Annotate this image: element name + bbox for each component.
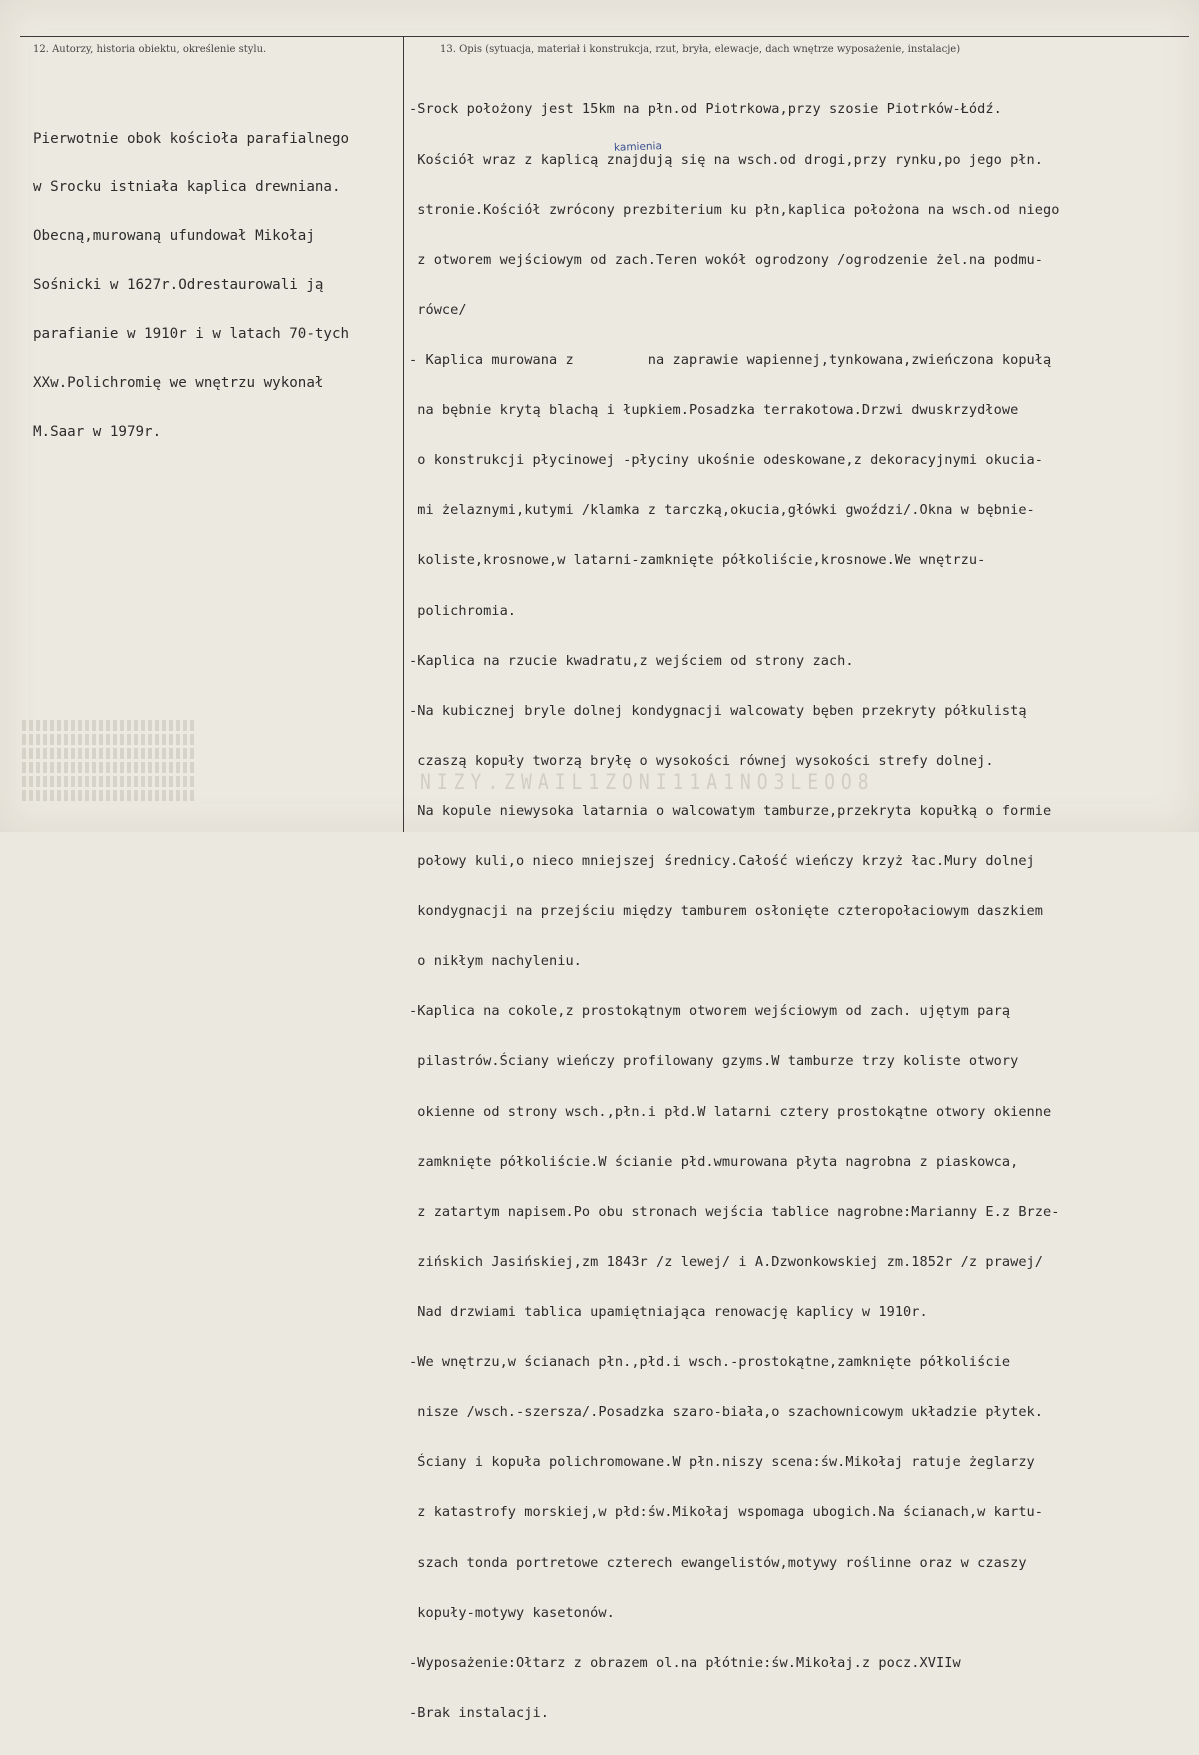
description-line: o nikłym nachyleniu. [409, 953, 582, 970]
bleedthrough-text: NIZY.ZWAIL1ZONI11A1NO3LEOO8 [420, 769, 875, 796]
description-line: Ściany i kopuła polichromowane.W płn.niszy scena:św.Mikołaj ratuje żeglarzy [409, 1454, 1035, 1471]
description-line: -We wnętrzu,w ścianach płn.,płd.i wsch.-prostokątne,zamknięte półkoliście [409, 1354, 1011, 1371]
history-text [33, 98, 401, 473]
description-text [409, 68, 1194, 1755]
description-line: stronie.Kościół zwrócony prezbiterium ku płn,kaplica położona na wsch.od niego [409, 201, 1060, 218]
description-line: Nad drzwiami tablica upamiętniająca renowację kaplicy w 1910r. [409, 1304, 928, 1321]
description-line: - Kaplica murowana z na zaprawie wapiennej,tynkowana,zwieńczona kopułą [409, 351, 1052, 368]
description-line: polichromia. [409, 602, 517, 619]
description-line: z katastrofy morskiej,w płd:św.Mikołaj wspomaga ubogich.Na ścianach,w kartu- [409, 1504, 1044, 1521]
handwritten-insertion: kamienia [613, 140, 663, 154]
description-line: z otworem wejściowym od zach.Teren wokół ogrodzony /ogrodzenie żel.na podmu- [409, 251, 1044, 268]
description-line: -Brak instalacji. [409, 1704, 549, 1721]
column-divider [403, 36, 404, 832]
description-line: połowy kuli,o nieco mniejszej średnicy.Całość wieńczy krzyż łac.Mury dolnej [409, 853, 1035, 870]
description-line: -Srock położony jest 15km na płn.od Piotrkowa,przy szosie Piotrków-Łódź. [409, 101, 1002, 118]
description-line: zamknięte półkoliście.W ścianie płd.wmurowana płyta nagrobna z piaskowca, [409, 1153, 1019, 1170]
description-line: z zatartym napisem.Po obu stronach wejścia tablice nagrobne:Marianny E.z Brze- [409, 1203, 1060, 1220]
description-line: -Na kubicznej bryle dolnej kondygnacji walcowaty bęben przekryty półkulistą [409, 702, 1027, 719]
header-divider [20, 36, 1189, 37]
description-line: Kościół wraz z kaplicą znajdują się na wsch.od drogi,przy rynku,po jego płn. [409, 151, 1044, 168]
section-13-header: 13. Opis (sytuacja, materiał i konstrukcja, rzut, bryła, elewacje, dach wnętrze wyposażenie, instalacje) [440, 44, 961, 55]
description-line: o konstrukcji płycinowej -płyciny ukośnie odeskowane,z dekoracyjnymi okucia- [409, 452, 1044, 469]
description-line: kondygnacji na przejściu między tamburem osłonięte czteropołaciowym daszkiem [409, 903, 1044, 920]
history-line: parafianie w 1910r i w latach 70-tych [33, 326, 350, 343]
description-line: mi żelaznymi,kutymi /klamka z tarczką,okucia,główki gwoździ/.Okna w bębnie- [409, 502, 1035, 519]
bleedthrough-table [22, 720, 197, 810]
history-line: XXw.Polichromię we wnętrzu wykonał [33, 375, 324, 392]
description-line: zińskich Jasińskiej,zm 1843r /z lewej/ i A.Dzwonkowskiej zm.1852r /z prawej/ [409, 1253, 1044, 1270]
history-line: Sośnicki w 1627r.Odrestaurowali ją [33, 277, 324, 294]
section-12-header: 12. Autorzy, historia obiektu, określenie stylu. [33, 44, 267, 55]
description-line: -Wyposażenie:Ołtarz z obrazem ol.na płótnie:św.Mikołaj.z pocz.XVIIw [409, 1654, 961, 1671]
history-line: w Srocku istniała kaplica drewniana. [33, 179, 341, 196]
description-line: szach tonda portretowe czterech ewangelistów,motywy roślinne oraz w czaszy [409, 1554, 1027, 1571]
description-line: pilastrów.Ściany wieńczy profilowany gzyms.W tamburze trzy koliste otwory [409, 1053, 1019, 1070]
description-line: koliste,krosnowe,w latarni-zamknięte półkoliście,krosnowe.We wnętrzu- [409, 552, 986, 569]
description-line: na bębnie krytą blachą i łupkiem.Posadzka terrakotowa.Drzwi dwuskrzydłowe [409, 402, 1019, 419]
history-line: Pierwotnie obok kościoła parafialnego [33, 130, 350, 147]
description-line: kopuły-motywy kasetonów. [409, 1604, 615, 1621]
description-line: nisze /wsch.-szersza/.Posadzka szaro-biała,o szachownicowym układzie płytek. [409, 1404, 1044, 1421]
description-line: okienne od strony wsch.,płn.i płd.W latarni cztery prostokątne otwory okienne [409, 1103, 1052, 1120]
history-line: Obecną,murowaną ufundował Mikołaj [33, 228, 315, 245]
description-line: rówce/ [409, 301, 467, 318]
description-line: -Kaplica na cokole,z prostokątnym otworem wejściowym od zach. ujętym parą [409, 1003, 1011, 1020]
history-line: M.Saar w 1979r. [33, 423, 162, 440]
description-line: czaszą kopuły tworzą bryłę o wysokości równej wysokości strefy dolnej. [409, 752, 994, 769]
description-line: Na kopule niewysoka latarnia o walcowatym tamburze,przekryta kopułką o formie [409, 802, 1052, 819]
description-line: -Kaplica na rzucie kwadratu,z wejściem od strony zach. [409, 652, 854, 669]
